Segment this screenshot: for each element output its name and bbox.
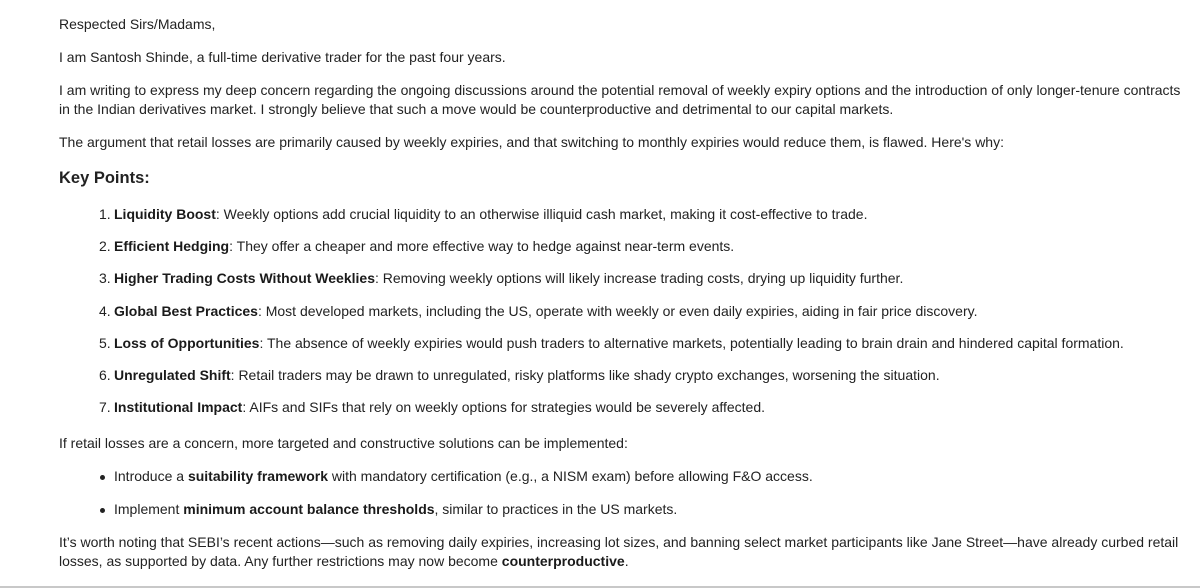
list-number: 4. <box>99 302 111 319</box>
point-title: Loss of Opportunities <box>114 334 260 351</box>
solution-bold: minimum account balance thresholds <box>183 501 435 517</box>
point-title: Institutional Impact <box>114 399 243 416</box>
point-text: : Weekly options add crucial liquidity to an otherwise illiquid cash market, making it cost-effective to trade. <box>215 206 868 222</box>
list-number: 5. <box>99 334 111 351</box>
list-item <box>59 237 1124 256</box>
closing-end: . <box>624 553 629 569</box>
bullet-icon <box>100 508 105 513</box>
point-text: : Most developed markets, including the US, operate with weekly or even daily expiries, aiding in fair price discovery. <box>257 302 978 319</box>
point-text: : The absence of weekly expiries would push traders to alternative markets, potentially leading to brain drain and hindered capital formation. <box>259 334 1124 351</box>
closing-text: It’s worth noting that SEBI’s recent actions—such as removing daily expiries, increasing lot sizes, and banning select market participants like Jane Street—have already curbed retail losses, as supported by data. Any further restrictions may now become <box>59 534 1179 569</box>
solutions-list <box>59 467 813 533</box>
solutions-intro-paragraph: If retail losses are a concern, more targeted and constructive solutions can be implemented: <box>59 435 628 451</box>
point-text: : They offer a cheaper and more effective way to hedge against near-term events. <box>229 238 735 255</box>
list-item <box>59 467 813 486</box>
closing-paragraph <box>59 533 1187 571</box>
solution-text-after: with mandatory certification (e.g., a NISM exam) before allowing F&O access. <box>327 468 813 484</box>
solution-bold: suitability framework <box>187 468 328 484</box>
list-item <box>59 205 1124 224</box>
point-title: Global Best Practices <box>114 302 258 319</box>
point-title: Higher Trading Costs Without Weeklies <box>114 270 375 287</box>
list-number: 1. <box>99 206 111 222</box>
solution-text-before: Introduce a <box>114 468 188 484</box>
list-item <box>59 398 1124 417</box>
key-points-heading: Key Points: <box>59 169 150 187</box>
concern-paragraph: I am writing to express my deep concern regarding the ongoing discussions around the potential removal of weekly expiry options and the introduction of only longer-tenure contracts in the Indian derivatives market. I strongly believe that such a move would be counterproductive and detrimental to our capital markets. <box>59 82 1181 117</box>
list-item <box>59 302 1124 321</box>
point-title: Liquidity Boost <box>114 206 216 222</box>
list-number: 7. <box>99 399 111 416</box>
argument-paragraph: The argument that retail losses are primarily caused by weekly expiries, and that switching to monthly expiries would reduce them, is flawed. Here's why: <box>59 134 1004 150</box>
intro-paragraph: I am Santosh Shinde, a full-time derivative trader for the past four years. <box>59 49 506 65</box>
point-text: : Removing weekly options will likely increase trading costs, drying up liquidity further. <box>374 270 904 287</box>
solution-text-after: , similar to practices in the US markets. <box>434 501 678 517</box>
point-title: Efficient Hedging <box>114 238 230 255</box>
point-title: Unregulated Shift <box>114 366 231 383</box>
closing-bold: counterproductive <box>501 553 625 569</box>
greeting-text: Respected Sirs/Madams, <box>59 16 216 32</box>
list-number: 2. <box>99 238 111 255</box>
list-item <box>59 366 1124 385</box>
point-text: : Retail traders may be drawn to unregulated, risky platforms like shady crypto exchanges, worsening the situation. <box>230 366 940 383</box>
list-item <box>59 334 1124 353</box>
point-text: : AIFs and SIFs that rely on weekly options for strategies would be severely affected. <box>242 399 766 416</box>
solution-text-before: Implement <box>114 501 184 517</box>
list-item <box>59 500 813 519</box>
key-points-list <box>59 205 1124 430</box>
list-item <box>59 269 1124 288</box>
list-number: 3. <box>99 270 111 287</box>
bullet-icon <box>100 475 105 480</box>
list-number: 6. <box>99 366 111 383</box>
